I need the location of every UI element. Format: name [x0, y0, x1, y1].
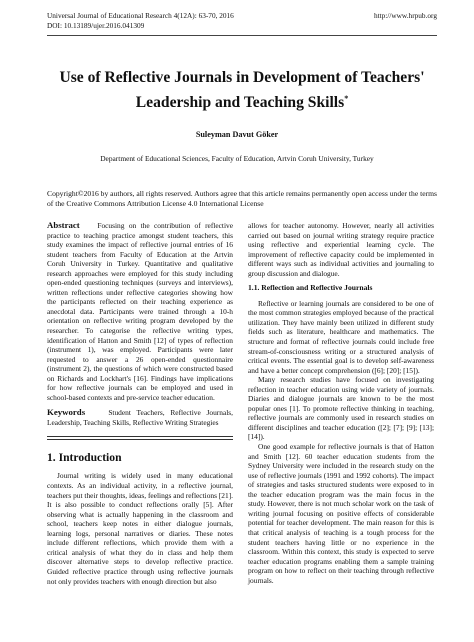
- title-line-2-text: Leadership and Teaching Skills: [135, 94, 345, 112]
- subsection-paragraph-3: One good example for reflective journals is that of Hatton and Smith [12]. 60 teacher education students from the Sydney University were included in the research study on the use of reflective journals (1991 and 1992 cohorts). The impact of strategies and tasks structured students were exposed to in the teacher education program was the main focus in the study. However, there is not much scholar work on the task of writing journal focusing on positive effects of considerable potential for teacher development. The main reason for this is that critical analysis of teaching is a tough process for the student teachers having little or no experience in the classroom. Within this context, this study is expected to serve teacher education programs enabling them a sample training program on how to reflect on their teaching through reflective journals.: [248, 442, 434, 585]
- paper-title: [40, 67, 444, 113]
- abstract-heading: Abstract: [47, 220, 80, 230]
- doi: DOI: 10.13189/ujer.2016.041309: [47, 20, 145, 30]
- journal-url[interactable]: http://www.hrpub.org: [373, 11, 437, 20]
- section-heading-introduction: 1. Introduction: [47, 451, 122, 465]
- title-line-1: Use of Reflective Journals in Development of Teachers': [59, 69, 425, 86]
- intro-paragraph-continued: allows for teacher autonomy. However, nearly all activities carried out based on journal writing strategy require practice using reflective and experiential learning cycle. The improvement of reflective capacity could be implemented in different ways such as individual activities and journaling to group discussion and dialogue.: [248, 221, 434, 278]
- keywords-text: Student Teachers, Reflective Journals, Leadership, Teaching Skills, Reflective Writing Strategies: [47, 408, 233, 427]
- right-column: [248, 221, 434, 585]
- author-name: Suleyman Davut Göker: [195, 130, 279, 139]
- abstract-text: Focusing on the contribution of reflective practice to teaching practice amongst student teachers, this study examines the impact of reflective journal entries of 16 student teachers from Faculty of Education at the Artvin Coruh University in Turkey. Quantitative and qualitative research approaches were employed for this study including open-ended questioning techniques (surveys and interviews), written reflections under reflective categories showing how the participants reflected on their teaching experience as anecdotal data. Participants were trained through a 10-h orientation on reflective writing program developed by the researcher. To categorise the reflective writing types, identification of Hatton and Smith [12] of types of reflection (instrument 1), was employed. Participants were later requested to answer a 26 open-ended questionnaire (instrument 2), the questions of which were constructed based on Richards and Lockhart's [16]. Findings have implications for how reflective journals can be employed and used in school-based contexts and pre-service teacher education.: [47, 221, 233, 402]
- keywords: [47, 408, 233, 427]
- abstract: [47, 221, 233, 402]
- subsection-paragraph-1: Reflective or learning journals are considered to be one of the most common strategies employed because of the practical utilization. They have mainly been utilized in different study fields such as literature, healthcare and mathematics. The structure and format of reflective journals could include free stream-of-consciousness writing or a structured analysis of critical events. The essential goal is to develop self-awareness and have a better concept comprehension ([6]; [20]; [15]).: [248, 298, 434, 375]
- author-affiliation: Department of Educational Sciences, Faculty of Education, Artvin Coruh University, Turkey: [100, 154, 374, 163]
- title-line-2: [40, 88, 444, 113]
- copyright-notice: Copyright©2016 by authors, all rights reserved. Authors agree that this article remains permanently open access under the terms of the Creative Commons Attribution License 4.0 International License: [47, 189, 437, 208]
- subsection-heading-1-1: 1.1. Reflection and Reflective Journals: [248, 283, 373, 293]
- section-rule-bottom: [47, 439, 233, 440]
- title-footnote-mark: *: [344, 94, 349, 103]
- header-rule: [47, 35, 437, 36]
- keywords-heading: Keywords: [47, 407, 86, 418]
- running-header: [47, 11, 437, 30]
- intro-paragraph-1: Journal writing is widely used in many educational contexts. As an individual activity, in a reflective journal, teachers put their thoughts, ideas, feelings and reflections [21]. It is also possible to conduct reflections orally [5]. After observing what is actually happening in the classroom and school, teachers keep notes in either dialogue journals, learning logs, personal narratives or diaries. These notes include different reflections, which provide them with a critical analysis of what they do in class and help them discover alternative steps to develop reflective practice. Guided reflective practice through using reflective journals not only provides teachers with enough direction but also: [47, 471, 233, 586]
- left-column: [47, 221, 233, 586]
- subsection-paragraph-2: Many research studies have focused on investigating reflection in teacher education using wide variety of journals. Diaries and dialogue journals are known to be the most popular ones [1]. To promote reflective thinking in teaching, reflective journals are commonly used in research studies on different disciplines and teacher education ([2]; [7]; [9]; [13]; [14]).: [248, 375, 434, 442]
- journal-citation: Universal Journal of Educational Research 4(12A): 63-70, 2016: [47, 11, 234, 20]
- section-rule-top: [47, 436, 233, 437]
